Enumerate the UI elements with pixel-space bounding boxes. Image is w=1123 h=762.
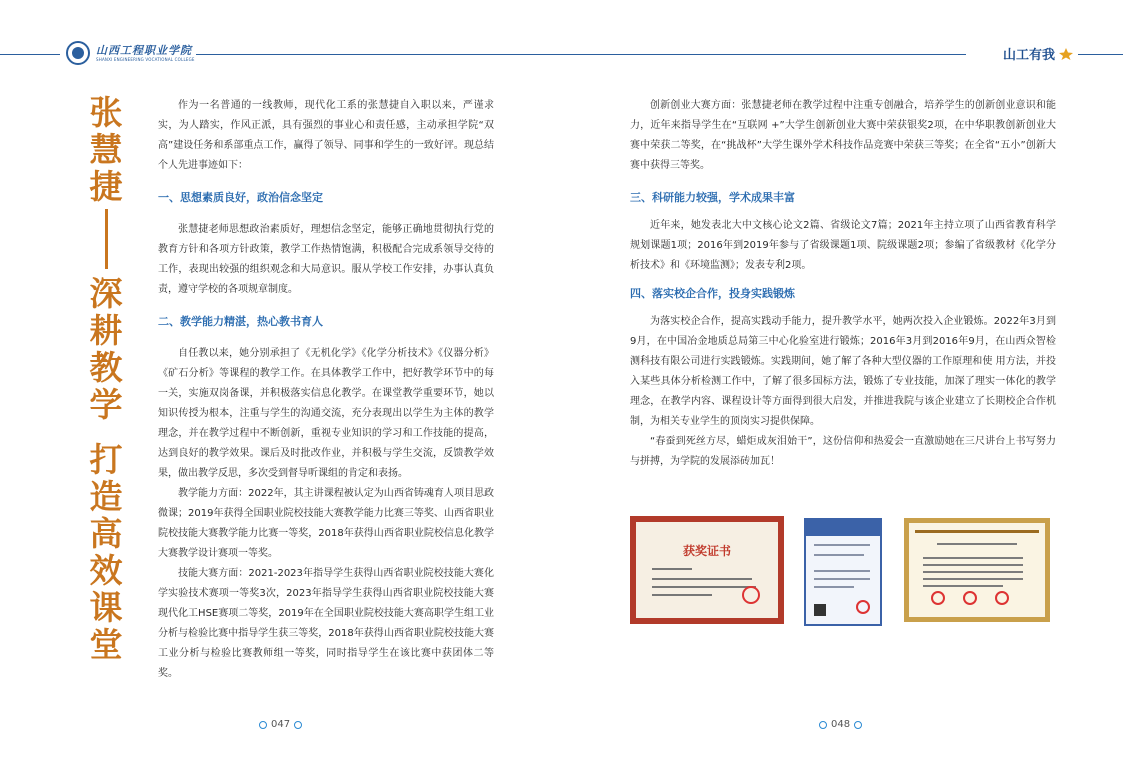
seal-icon <box>995 591 1009 605</box>
title-char: 造 <box>89 477 123 516</box>
paragraph-practice: 为落实校企合作，提高实践动手能力，提升教学水平，她两次投入企业锻炼。2022年3月到9月，在中国冶金地质总局第三中心化验室进行锻炼；2016年3月到2016年9月，在山西众智检测科技有限公司进行实践锻炼。实践期间，她了解了各种大型仪器的工作原理和使 用方法，并投入某些具体分析检测工作中，了解了很多国标方法，锻炼了专业技能，加深了理实一体化的教学理念，在教学内容、课程设计等方面得到很大启发，并推进我院与该企业建立了长期校企合作机制，为相关专业学生的顶岗实习提供保障。 <box>630 316 1056 427</box>
title-char: 耕 <box>89 311 123 350</box>
header-rule-right <box>1078 54 1123 55</box>
header-rule-left <box>0 54 60 55</box>
paragraph-innovation: 创新创业大赛方面：张慧捷老师在教学过程中注重专创融合，培养学生的创新创业意识和能力，近年来指导学生在“互联网 +”大学生创新创业大赛中荣获银奖2项，在中华职教创新创业大赛中荣获二等奖，在“挑战杯”大学生课外学术科技作品竞赛中荣获三等奖；在全省“五小”创新大赛中获得三等奖。 <box>630 100 1056 171</box>
header-rule-middle <box>196 54 966 55</box>
paragraph-ideology: 张慧捷老师思想政治素质好，理想信念坚定，能够正确地贯彻执行党的教育方针和各项方针政策，教学工作热情饱满，积极配合完成系领导交待的工作，表现出较强的组织观念和大局意识。服从学校工作安排，办事认真负责，遵守学校的各项规章制度。 <box>158 224 494 295</box>
gold-certificate-photo <box>904 518 1050 622</box>
title-char: 堂 <box>89 625 123 664</box>
title-char: 学 <box>89 385 123 424</box>
college-emblem-icon <box>66 41 90 65</box>
section-heading-3: 三、科研能力较强，学术成果丰富 <box>630 191 795 204</box>
right-column <box>630 96 1056 472</box>
qr-code-icon <box>814 604 826 616</box>
seal-icon <box>963 591 977 605</box>
seal-icon <box>742 586 760 604</box>
seal-icon <box>931 591 945 605</box>
paragraph-research: 近年来，她发表北大中文核心论文2篇、省级论文7篇；2021年主持立项了山西省教育科学规划课题1项；2016年到2019年参与了省级课题1项、院级课题2项；参编了省级教材《化学分析技术》和《环境监测》；发表专利2项。 <box>630 220 1056 271</box>
left-column <box>158 96 494 684</box>
college-logo <box>66 41 195 65</box>
section-heading-4: 四、落实校企合作，投身实践锻炼 <box>630 287 795 300</box>
title-char: 教 <box>89 348 123 387</box>
paragraph-closing: “春蚕到死丝方尽，蜡炬成灰泪始干”，这份信仰和热爱会一直激励她在三尺讲台上书写努力与拼搏，为学院的发展添砖加瓦！ <box>630 436 1056 467</box>
page-number-text: 048 <box>831 719 851 730</box>
section-heading-2: 二、教学能力精湛，热心教书育人 <box>158 315 323 328</box>
brand-text: 山工有我 <box>1002 48 1055 63</box>
title-char: 慧 <box>89 130 123 169</box>
seal-icon <box>856 600 870 614</box>
logo-name-cn: 山西工程职业学院 <box>96 43 192 57</box>
title-dash <box>105 209 108 269</box>
brand-mark <box>1003 44 1075 63</box>
star-icon <box>1057 47 1075 61</box>
title-char: 效 <box>89 551 123 590</box>
section-heading-1: 一、思想素质良好，政治信念坚定 <box>158 191 323 204</box>
paragraph-skills-contest: 技能大赛方面：2021-2023年指导学生获得山西省职业院校技能大赛化学实验技术赛项一等奖3次，2023年指导学生获得山西省职业院校技能大赛现代化工HSE赛项二等奖，2019年在全国职业院校技能大赛高职学生组工业分析与检验比赛中指导学生获三等奖，2018年获得山西省职业院校技能大赛工业分析与检验比赛教师组一等奖，同时指导学生在该比赛中获团体二等奖。 <box>158 568 494 679</box>
paragraph-teaching: 自任教以来，她分别承担了《无机化学》《化学分析技术》《仪器分析》《矿石分析》等课程的教学工作。在具体教学工作中，把好教学环节中的每一关，实施双岗备课，并积极落实信息化教学。在课堂教学重要环节，她以知识传授为根本，注重与学生的沟通交流，充分表现出以学生为主体的教学理念，并在教学过程中不断创新，重视专业知识的学习和工作技能的提高，达到良好的教学效果。课后及时批改作业，并积极与学生交流，反馈教学效果，做出教学反思，多次受到督导听课组的肯定和表扬。 <box>158 348 494 479</box>
title-char: 张 <box>89 93 123 132</box>
paragraph-teaching-ability: 教学能力方面：2022年，其主讲课程被认定为山西省铸魂育人项目思政微课；2019年获得全国职业院校技能大赛教学能力比赛三等奖、山西省职业院校技能大赛教学能力比赛一等奖，2018年获得山西省职业院校信息化教学大赛教学设计赛项一等奖。 <box>158 488 494 559</box>
title-char: 高 <box>89 514 123 553</box>
title-char: 深 <box>89 274 123 313</box>
page-number-left <box>255 719 306 730</box>
title-char: 课 <box>89 588 123 627</box>
certificate-title: 获奖证书 <box>682 544 731 558</box>
vertical-title <box>86 94 126 663</box>
title-char: 捷 <box>89 167 123 206</box>
page-number-right <box>815 719 866 730</box>
title-char: 打 <box>89 440 123 479</box>
logo-name-en: SHANXI ENGINEERING VOCATIONAL COLLEGE <box>96 56 195 62</box>
intro-paragraph: 作为一名普通的一线教师，现代化工系的张慧捷自入职以来，严谨求实，为人踏实，作风正派，具有强烈的事业心和责任感，主动承担学院“双高”建设任务和系部重点工作，赢得了领导、同事和学生的一致好评。现总结个人先进事迹如下： <box>158 100 494 171</box>
blue-certificate-photo <box>804 518 882 626</box>
page-number-text: 047 <box>271 719 291 730</box>
award-certificate-photo <box>630 516 784 624</box>
